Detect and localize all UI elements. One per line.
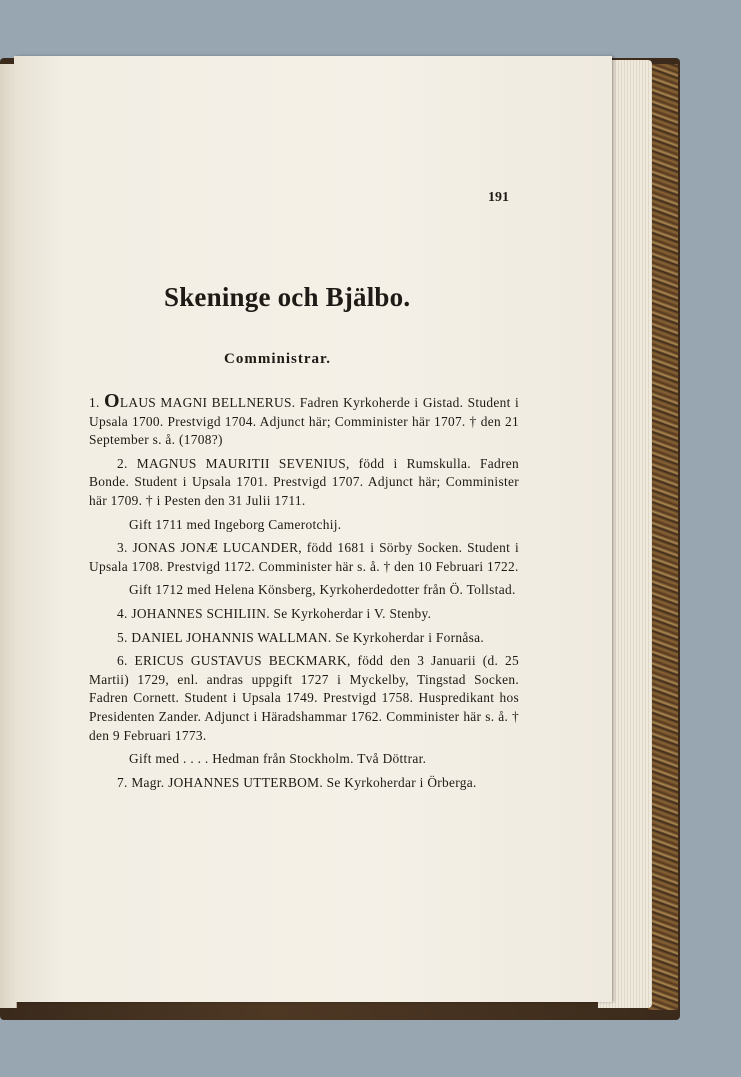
entry-6-marriage: Gift med . . . . Hedman från Stockholm. Två Döttrar. <box>129 751 427 767</box>
entry-4 <box>89 605 519 624</box>
entry-text: LAUS MAGNI BELLNERUS. Fadren Kyrkoherde i Gistad. Student i Upsala 1700. Prestvigd 1704. Adjunct här; Comminister här 1707. † den 21 September s. å. (1708?) <box>89 395 519 448</box>
entry-number: 4. <box>117 605 128 621</box>
entry-number: 3. <box>117 540 128 556</box>
entry-2 <box>89 455 519 511</box>
entry-number: 5. <box>117 629 128 645</box>
entry-text: JONAS JONÆ LUCANDER, född 1681 i Sörby Socken. Student i Upsala 1708. Prestvigd 1172. Comminister här s. å. † den 10 Februari 1722. <box>89 540 519 574</box>
entry-1 <box>89 392 519 450</box>
entry-3 <box>89 539 519 576</box>
page-number: 191 <box>488 190 509 205</box>
entry-number: 7. <box>117 774 128 790</box>
entry-7 <box>89 774 519 793</box>
entry-number: 1. <box>89 395 100 410</box>
cover-marbled-edge <box>648 64 678 1010</box>
drop-initial: O <box>104 390 120 412</box>
entry-text: DANIEL JOHANNIS WALLMAN. Se Kyrkoherdar i Fornåsa. <box>131 629 484 645</box>
entry-number: 6. <box>117 653 128 669</box>
section-heading: Comministrar. <box>224 351 332 367</box>
entry-text: MAGNUS MAURITII SEVENIUS, född i Rumskulla. Fadren Bonde. Student i Upsala 1701. Prestvigd 1707. Adjunct här; Comminister här 1709. † i Pesten den 31 Julii 1711. <box>89 455 519 508</box>
entry-2-marriage: Gift 1711 med Ingeborg Camerotchij. <box>129 516 342 532</box>
entry-6 <box>89 652 519 745</box>
entry-3-marriage: Gift 1712 med Helena Könsberg, Kyrkoherdedotter från Ö. Tollstad. <box>129 582 516 598</box>
page-body <box>89 392 519 797</box>
entry-number: 2. <box>117 455 128 471</box>
book-page <box>14 56 612 1002</box>
page-title: Skeninge och Bjälbo. <box>164 282 411 312</box>
entry-text: ERICUS GUSTAVUS BECKMARK, född den 3 Januarii (d. 25 Martii) 1729, enl. andras uppgift 1727 i Myckelby, Tingstad Socken. Fadren Cornett. Student i Upsala 1749. Prestvigd 1758. Huspredikant hos Presidenten Zander. Adjunct i Häradshammar 1762. Comminister här s. å. † den 9 Februari 1773. <box>89 653 519 743</box>
entry-text: Magr. JOHANNES UTTERBOM. Se Kyrkoherdar i Örberga. <box>131 774 477 790</box>
entry-text: JOHANNES SCHILIIN. Se Kyrkoherdar i V. Stenby. <box>131 605 432 621</box>
entry-5 <box>89 629 519 648</box>
